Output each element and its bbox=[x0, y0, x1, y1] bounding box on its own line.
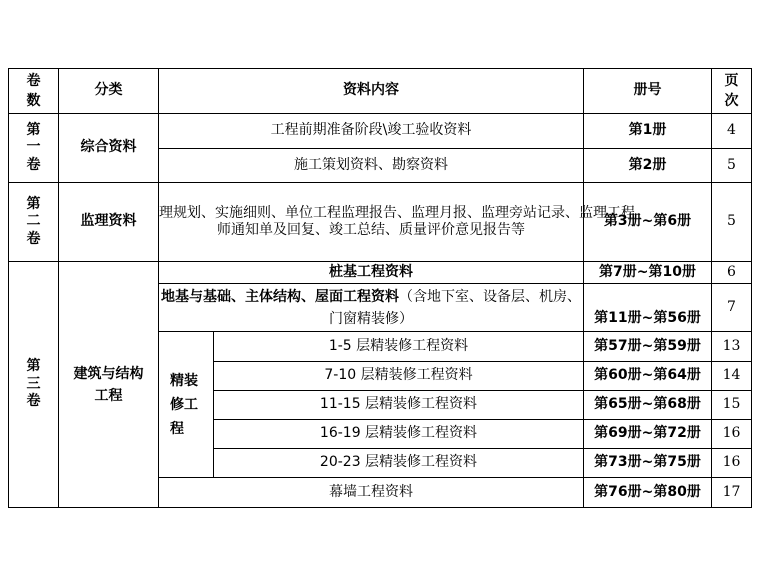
header-vol: 卷数 bbox=[9, 69, 59, 114]
page-cell: 4 bbox=[712, 114, 752, 149]
header-book: 册号 bbox=[584, 69, 712, 114]
table-row bbox=[9, 183, 752, 262]
book-cell: 第60册~第64册 bbox=[584, 362, 712, 391]
content-cell: 16-19 层精装修工程资料 bbox=[214, 420, 584, 449]
content-cell bbox=[159, 183, 635, 262]
header-category: 分类 bbox=[59, 69, 159, 114]
content-line-1: 理规划、实施细则、单位工程监理报告、监理月报、监理旁站记录、监理工程 bbox=[159, 204, 635, 221]
content-cell: 工程前期准备阶段\竣工验收资料 bbox=[159, 114, 584, 149]
content-normal: （含地下室、设备层、机房、门窗精装修） bbox=[329, 288, 581, 327]
content-cell: 1-5 层精装修工程资料 bbox=[214, 332, 584, 362]
header-content: 资料内容 bbox=[159, 69, 584, 114]
volume-3-label: 第三卷 bbox=[9, 262, 59, 508]
header-page: 页次 bbox=[712, 69, 752, 114]
page-cell: 15 bbox=[712, 391, 752, 420]
page-cell: 16 bbox=[712, 420, 752, 449]
book-cell: 第76册~第80册 bbox=[584, 478, 712, 508]
book-cell: 第57册~第59册 bbox=[584, 332, 712, 362]
content-cell: 20-23 层精装修工程资料 bbox=[214, 449, 584, 478]
page-cell: 7 bbox=[712, 284, 752, 332]
content-cell: 7-10 层精装修工程资料 bbox=[214, 362, 584, 391]
table-row bbox=[9, 262, 752, 284]
page-cell: 6 bbox=[712, 262, 752, 284]
page-cell: 13 bbox=[712, 332, 752, 362]
content-cell: 桩基工程资料 bbox=[159, 262, 584, 284]
book-cell: 第65册~第68册 bbox=[584, 391, 712, 420]
book-cell: 第2册 bbox=[584, 149, 712, 183]
content-cell: 11-15 层精装修工程资料 bbox=[214, 391, 584, 420]
page-cell: 5 bbox=[712, 149, 752, 183]
volume-2-label: 第二卷 bbox=[9, 183, 59, 262]
book-cell: 第7册~第10册 bbox=[584, 262, 712, 284]
content-line-2: 师通知单及回复、竣工总结、质量评价意见报告等 bbox=[217, 222, 525, 238]
table-row bbox=[9, 114, 752, 149]
volume-3-category: 建筑与结构工程 bbox=[59, 262, 159, 508]
content-cell: 幕墙工程资料 bbox=[159, 478, 584, 508]
page-cell: 14 bbox=[712, 362, 752, 391]
volume-1-label: 第一卷 bbox=[9, 114, 59, 183]
book-cell: 第11册~第56册 bbox=[584, 284, 712, 332]
page-cell: 17 bbox=[712, 478, 752, 508]
volume-index-table bbox=[8, 68, 752, 508]
header-row bbox=[9, 69, 752, 114]
page-cell: 16 bbox=[712, 449, 752, 478]
volume-1-category: 综合资料 bbox=[59, 114, 159, 183]
book-cell: 第69册~第72册 bbox=[584, 420, 712, 449]
fitout-label: 精装修工程 bbox=[159, 332, 214, 478]
book-cell: 第73册~第75册 bbox=[584, 449, 712, 478]
content-cell bbox=[159, 284, 584, 332]
volume-2-category: 监理资料 bbox=[59, 183, 159, 262]
book-cell: 第3册~第6册 bbox=[584, 183, 712, 262]
content-bold: 地基与基础、主体结构、屋面工程资料 bbox=[161, 288, 399, 305]
page-cell: 5 bbox=[712, 183, 752, 262]
book-cell: 第1册 bbox=[584, 114, 712, 149]
content-cell: 施工策划资料、勘察资料 bbox=[159, 149, 584, 183]
